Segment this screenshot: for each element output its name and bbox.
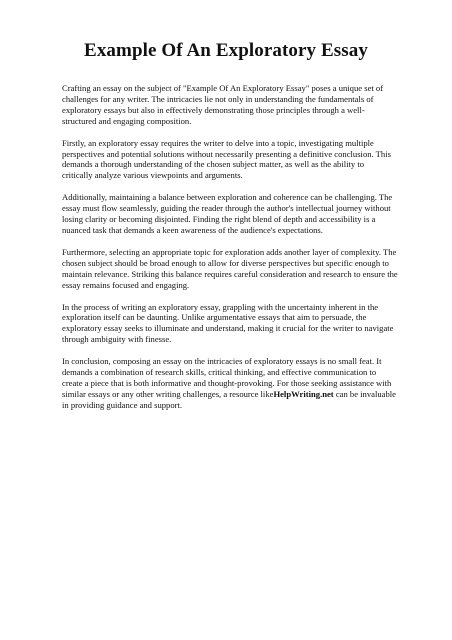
- text-line: exploratory essays but also in effectively demonstrating those principles through a well-: [62, 104, 365, 115]
- text-line: critically analyze various viewpoints and arguments.: [62, 170, 243, 181]
- paragraph-process: [62, 302, 412, 346]
- text-line: In the process of writing an exploratory essay, grappling with the uncertainty inherent in the: [62, 301, 379, 312]
- paragraph-additionally: [62, 192, 412, 236]
- paragraph-conclusion: [62, 356, 412, 411]
- text-line: Additionally, maintaining a balance between exploration and coherence can be challenging. The: [62, 192, 393, 203]
- text-fragment: similar essays or any other writing challenges, a resource like: [62, 388, 274, 399]
- text-line: challenges for any writer. The intricacies lie not only in understanding the fundamentals of: [62, 93, 374, 104]
- text-line: Furthermore, selecting an appropriate topic for exploration adds another layer of complexity. The: [62, 246, 397, 257]
- text-line: losing clarity or becoming disjointed. Finding the right blend of depth and accessibility is a: [62, 214, 376, 225]
- text-line: Firstly, an exploratory essay requires the writer to delve into a topic, investigating multiple: [62, 137, 374, 148]
- text-line: exploratory essay seeks to illuminate and understand, making it crucial for the writer to navigate: [62, 323, 394, 334]
- paragraph-firstly: [62, 138, 412, 182]
- text-line-with-link: [62, 389, 412, 400]
- text-line: exploration itself can be daunting. Unlike argumentative essays that aim to persuade, the: [62, 312, 367, 323]
- paragraph-furthermore: [62, 247, 412, 291]
- document-body: [62, 83, 412, 422]
- text-line: chosen subject should be broad enough to allow for diverse perspectives but specific enough to: [62, 257, 389, 268]
- text-line: create a piece that is both informative and thought-provoking. For those seeking assistance with: [62, 377, 392, 388]
- text-line: through ambiguity with finesse.: [62, 334, 172, 345]
- paragraph-intro: [62, 83, 412, 127]
- text-line: In conclusion, composing an essay on the intricacies of exploratory essays is no small feat. It: [62, 356, 382, 367]
- text-line: essay must flow seamlessly, guiding the reader through the author's intellectual journey without: [62, 203, 391, 214]
- document-title: Example Of An Exploratory Essay: [84, 40, 368, 61]
- text-line: perspectives and potential solutions without necessarily presenting a definitive conclusion. This: [62, 148, 391, 159]
- text-line: demands a combination of research skills, critical thinking, and effective communication to: [62, 367, 377, 378]
- text-fragment: can be invaluable: [333, 388, 396, 399]
- text-line: structured and engaging composition.: [62, 115, 192, 126]
- text-line: Crafting an essay on the subject of "Example Of An Exploratory Essay" poses a unique set of: [62, 83, 384, 93]
- text-line: in providing guidance and support.: [62, 399, 183, 410]
- text-line: maintain relevance. Striking this balance requires careful consideration and research to ensure the: [62, 268, 398, 279]
- text-line: nuanced task that demands a keen awareness of the audience's expectations.: [62, 224, 323, 235]
- text-line: demands a thorough understanding of the chosen subject matter, as well as the ability to: [62, 159, 365, 170]
- helpwriting-link[interactable]: HelpWriting.net: [273, 388, 334, 399]
- text-line: essay remains focused and engaging.: [62, 279, 190, 290]
